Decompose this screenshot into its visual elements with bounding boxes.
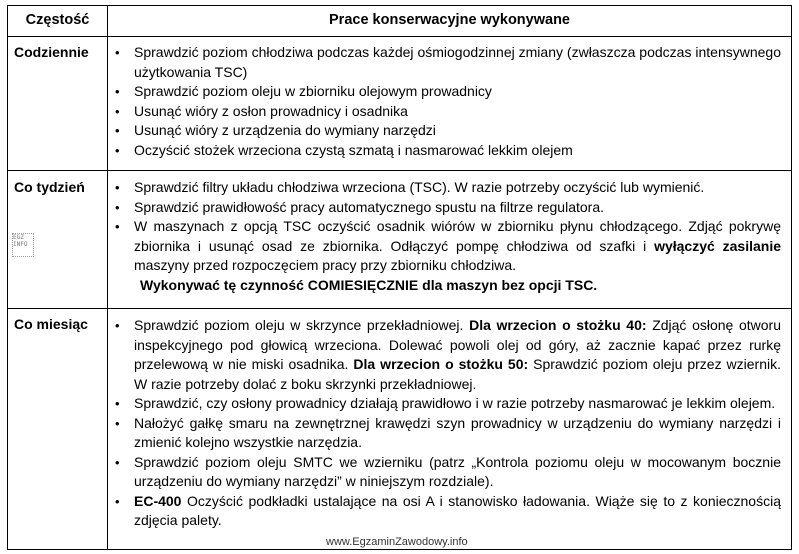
header-tasks: Prace konserwacyjne wykonywane xyxy=(329,12,570,28)
task-text: Sprawdzić poziom oleju w zbiorniku olejowym prowadnicy xyxy=(134,83,492,99)
task-text: Sprawdzić poziom oleju przez wziernik. W razie potrzeby dolać z boku skrzynki przekładniowej. xyxy=(134,356,781,392)
watermark: www.EgzaminZawodowy.info xyxy=(326,536,468,548)
task-text: Sprawdzić poziom oleju SMTC we wzierniku (patrz „Kontrola poziomu oleju w mocowanym bocznie urządzeniu do wymiany narzędzi” w niniejszym rozdziale). xyxy=(134,453,781,489)
task-text: Oczyścić podkładki ustalające na osi A i stanowisko ładowania. Wiąże się to z koniecznością zdjęcia palety. xyxy=(134,492,781,528)
task-list xyxy=(134,178,781,276)
task-item xyxy=(134,414,781,453)
task-text: Sprawdzić filtry układu chłodziwa wrzeciona (TSC). W razie potrzeby oczyścić lub wymienić. xyxy=(134,179,705,195)
task-item xyxy=(134,82,781,102)
header-frequency: Częstość xyxy=(25,12,90,28)
task-item xyxy=(134,121,781,141)
tasks-cell-weekly xyxy=(108,178,791,295)
task-item xyxy=(134,198,781,218)
task-item xyxy=(134,217,781,276)
info-stamp-icon: EGZ INFO xyxy=(12,233,34,257)
task-text: maszyny przed rozpoczęciem pracy przy zbiorniku chłodziwa. xyxy=(134,257,517,273)
task-text: Usunąć wióry z osłon prowadnicy i osadnika xyxy=(134,102,408,119)
task-item xyxy=(134,141,781,161)
task-list xyxy=(134,43,781,160)
maintenance-table xyxy=(7,5,792,550)
row-divider xyxy=(8,170,791,171)
tasks-cell-monthly xyxy=(108,316,791,531)
task-item xyxy=(134,492,781,531)
task-text-bold: EC-400 xyxy=(134,492,182,509)
task-item xyxy=(134,394,781,414)
task-item xyxy=(134,102,781,122)
task-text-bold: wyłączyć zasilanie xyxy=(654,237,782,254)
task-item xyxy=(134,316,781,394)
row-divider xyxy=(8,308,791,309)
tasks-cell-daily xyxy=(108,43,791,160)
task-text: Oczyścić stożek wrzeciona czystą szmatą i nasmarować lekkim olejem xyxy=(134,141,573,158)
task-text: Zdjąć osłonę otworu inspekcyjnego pod głowicą wrzeciona. Dolewać powoli olej od góry, aż zacznie kapać przez rurkę przelewową w nie miski osadnika. xyxy=(134,317,782,372)
task-list xyxy=(134,316,781,531)
task-text: Nałożyć gałkę smaru na zewnętrznej krawędzi szyn prowadnicy w urządzeniu do wymiany narzędzi i zmienić kolejno wszystkie narzędzia. xyxy=(134,414,781,450)
task-text: Sprawdzić prawidłowość pracy automatycznego spustu na filtrze regulatora. xyxy=(134,198,605,215)
row-frequency-weekly: Co tydzień xyxy=(14,179,85,195)
task-item xyxy=(134,178,781,198)
task-text: Sprawdzić, czy osłony prowadnicy działają prawidłowo i w razie potrzeby nasmarować je lekkim olejem. xyxy=(134,395,776,411)
task-text: Usunąć wióry z urządzenia do wymiany narzędzi xyxy=(134,122,436,138)
task-text: Sprawdzić poziom oleju w skrzynce przekładniowej. xyxy=(134,317,470,333)
weekly-note: Wykonywać tę czynność COMIESIĘCZNIE dla maszyn bez opcji TSC. xyxy=(140,276,598,293)
task-item xyxy=(134,43,781,82)
task-item xyxy=(134,453,781,492)
row-frequency-monthly: Co miesiąc xyxy=(14,316,88,332)
task-text: W maszynach z opcją TSC oczyścić osadnik wiórów w zbiorniku płynu chłodzącego. Zdjąć pokrywę zbiornika i usunąć osad ze zbiornika. Odłączyć pompę chłodziwa od szafki i xyxy=(134,218,781,254)
row-frequency-daily: Codziennie xyxy=(14,44,89,60)
task-text: Sprawdzić poziom chłodziwa podczas każdej ośmiogodzinnej zmiany (zwłaszcza podczas intensywnego użytkowania TSC) xyxy=(134,44,781,80)
task-text-bold: Dla wrzecion o stożku 50: xyxy=(353,356,529,372)
header-divider xyxy=(8,36,791,37)
task-text-bold: Dla wrzecion o stożku 40: xyxy=(469,317,647,333)
